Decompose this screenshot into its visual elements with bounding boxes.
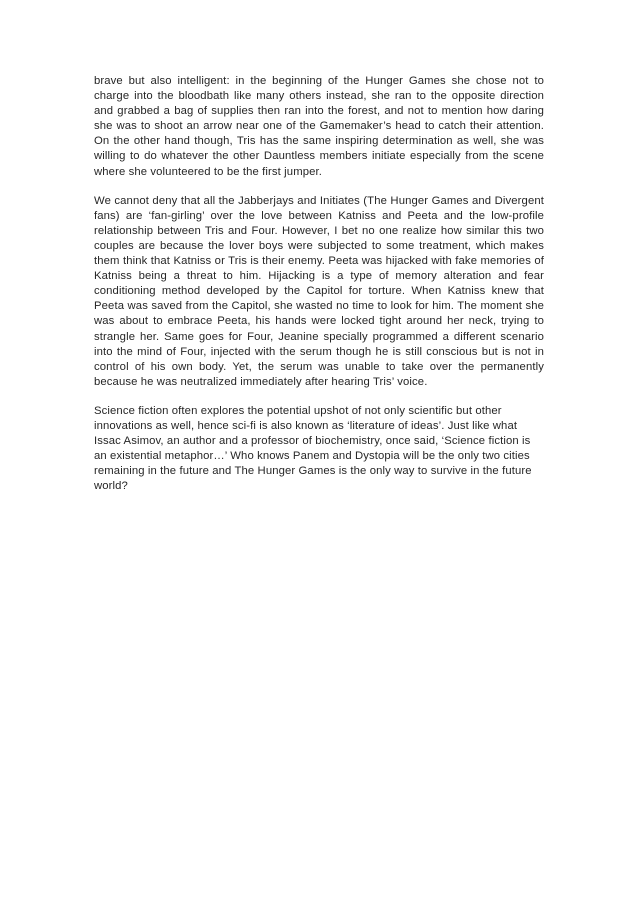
- body-paragraph-1: brave but also intelligent: in the beginning of the Hunger Games she chose not to charge into the bloodbath like many others instead, she ran to the opposite direction and grabbed a bag of supplies then ran into the forest, and not to mention how daring she was to shoot an arrow near one of the Gamemaker’s head to catch their attention. On the other hand though, Tris has the same inspiring determination as well, she was willing to do whatever the other Dauntless members initiate especially from the scene where she volunteered to be the first jumper.: [94, 75, 544, 178]
- body-paragraph-3: Science fiction often explores the potential upshot of not only scientific but other innovations as well, hence sci-fi is also known as ‘literature of ideas’. Just like what Issac Asimov, an author and a professor of biochemistry, once said, ‘Science fiction is an existential metaphor…’ Who knows Panem and Dystopia will be the only two cities remaining in the future and The Hunger Games is the only way to survive in the future world?: [94, 404, 532, 493]
- body-paragraph-2: We cannot deny that all the Jabberjays and Initiates (The Hunger Games and Divergent fans) are ‘fan-girling’ over the love between Katniss and Peeta and the low-profile relationship between Tris and Four. However, I bet no one realize how similar this two couples are because the lover boys were subjected to some treatment, which makes them think that Katniss or Tris is their enemy. Peeta was hijacked with fake memories of Katniss being a threat to him. Hijacking is a type of memory alteration and fear conditioning method developed by the Capitol for torture. When Katniss knew that Peeta was saved from the Capitol, she wasted no time to look for him. The moment she was about to embrace Peeta, his hands were locked tight around her neck, trying to strangle her. Same goes for Four, Jeanine specially programmed a different scenario into the mind of Four, injected with the serum though he is still conscious but is not in control of his own body. Yet, the serum was unable to take over the permanently because he was neutralized immediately after hearing Tris’ voice.: [94, 194, 544, 388]
- document-text-column: [94, 74, 544, 494]
